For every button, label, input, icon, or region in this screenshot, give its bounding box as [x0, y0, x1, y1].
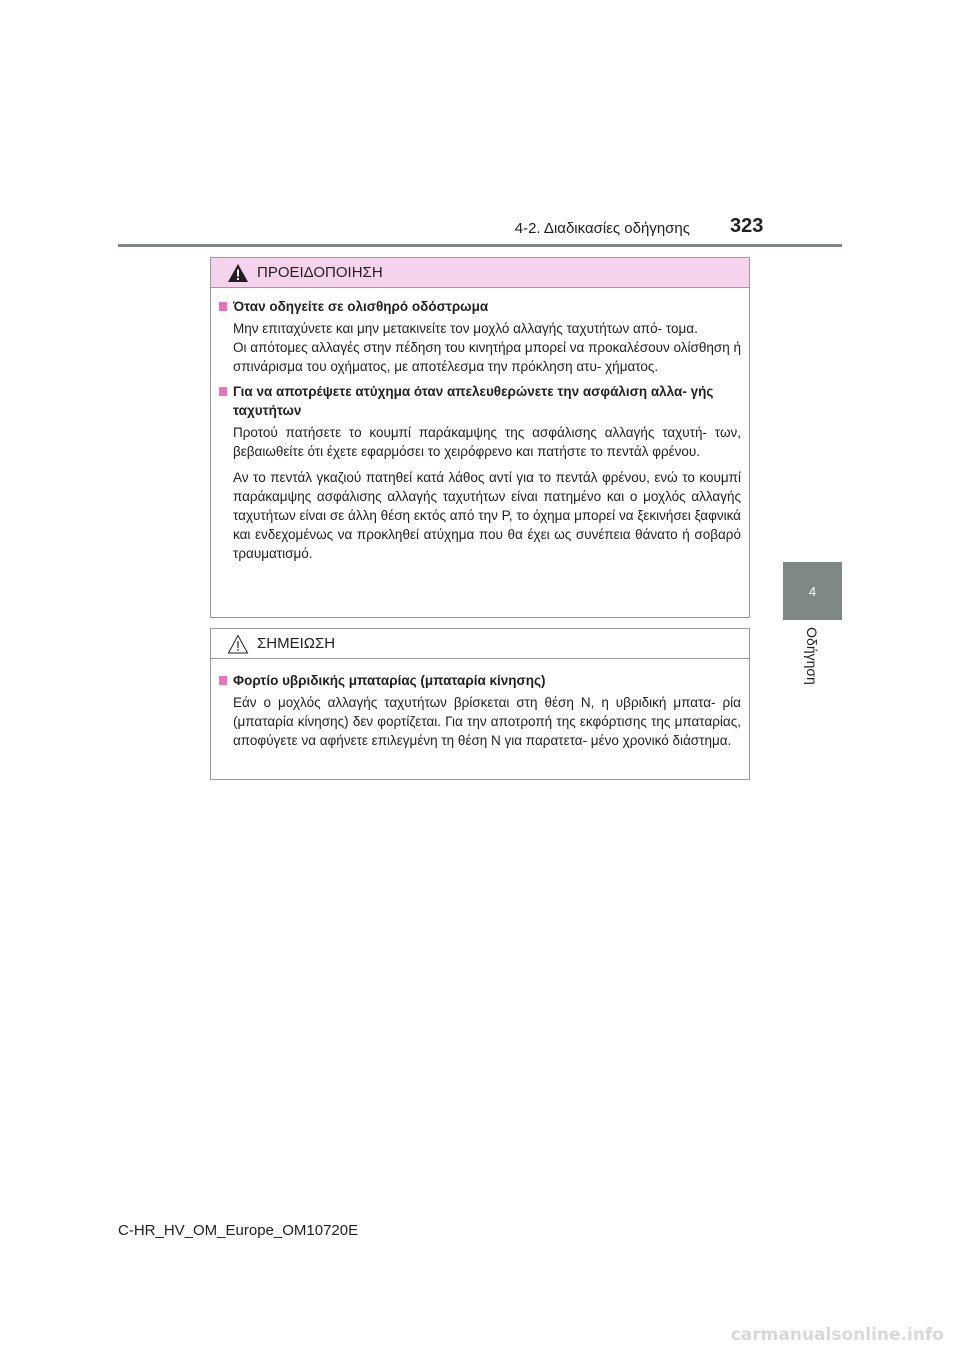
warning-paragraph: Αν το πεντάλ γκαζιού πατηθεί κατά λάθος αντί για το πεντάλ φρένου, ενώ το κουμπί παράκαμψης ασφάλισης αλλαγής ταχυτήτων είναι πατημένο και ο μοχλός αλλαγής ταχυτήτων είναι σε άλλη θέση εκτός από την P, το όχημα μπορεί να ξεκινήσει ξαφνικά και ενδεχομένως να προκληθεί ατύχημα που θα έχει ως συνέπεια θάνατο ή σοβαρό τραυματισμό.	[233, 470, 741, 561]
warning-item	[219, 382, 741, 563]
pink-bullet-icon	[219, 387, 227, 396]
watermark: carmanualsonline.info	[730, 1325, 944, 1345]
notice-triangle-icon	[227, 634, 249, 654]
note-header	[211, 629, 749, 659]
section-title: 4-2. Διαδικασίες οδήγησης	[514, 220, 690, 237]
warning-item-title	[219, 382, 741, 420]
note-body	[211, 659, 749, 750]
note-heading: ΣΗΜΕΙΩΣΗ	[257, 635, 336, 652]
chapter-tab[interactable]	[783, 562, 842, 620]
note-box	[210, 628, 750, 780]
document-code: C-HR_HV_OM_Europe_OM10720E	[118, 1222, 359, 1239]
warning-box	[210, 257, 750, 618]
warning-triangle-icon	[227, 263, 249, 283]
warning-body	[211, 288, 749, 563]
warning-item-title-text: Για να αποτρέψετε ατύχημα όταν απελευθερώνετε την ασφάλιση αλλα- γής ταχυτήτων	[233, 384, 714, 418]
page-number: 323	[730, 215, 764, 237]
warning-item	[219, 297, 741, 376]
note-item	[219, 671, 741, 750]
warning-paragraph: Μην επιταχύνετε και μην μετακινείτε τον μοχλό αλλαγής ταχυτήτων από- τομα.	[233, 321, 698, 336]
note-paragraph: Εάν ο μοχλός αλλαγής ταχυτήτων βρίσκεται στη θέση N, η υβριδική μπατα- ρία (μπαταρία κίνησης) δεν φορτίζεται. Για την αποτροπή της εκφόρτισης της μπαταρίας, αποφύγετε να αφήνετε επιλεγμένη τη θέση N για παρατετα- μένο χρονικό διάστημα.	[233, 695, 741, 748]
header-rule	[118, 244, 842, 247]
warning-paragraph: Προτού πατήσετε το κουμπί παράκαμψης της ασφάλισης αλλαγής ταχυτή- των, βεβαιωθείτε ότι έχετε εφαρμόσει το χειρόφρενο και πατήστε το πεντάλ φρένου.	[233, 425, 741, 459]
warning-heading: ΠΡΟΕΙΔΟΠΟΙΗΣΗ	[257, 264, 383, 281]
note-item-title-text: Φορτίο υβριδικής μπαταρίας (μπαταρία κίνησης)	[233, 673, 546, 688]
note-item-title	[219, 671, 741, 690]
warning-item-title-text: Όταν οδηγείτε σε ολισθηρό οδόστρωμα	[233, 299, 489, 314]
pink-bullet-icon	[219, 302, 227, 311]
chapter-label-text: Οδήγηση	[804, 627, 820, 685]
pink-bullet-icon	[219, 676, 227, 685]
chapter-number: 4	[808, 583, 817, 599]
warning-paragraph: Οι απότομες αλλαγές στην πέδηση του κινητήρα μπορεί να προκαλέσουν ολίσθηση ή σπινάρισμα του οχήματος, με αποτέλεσμα την πρόκληση ατυ- χήματος.	[233, 340, 741, 374]
warning-header	[211, 258, 749, 288]
warning-item-title	[219, 297, 741, 316]
